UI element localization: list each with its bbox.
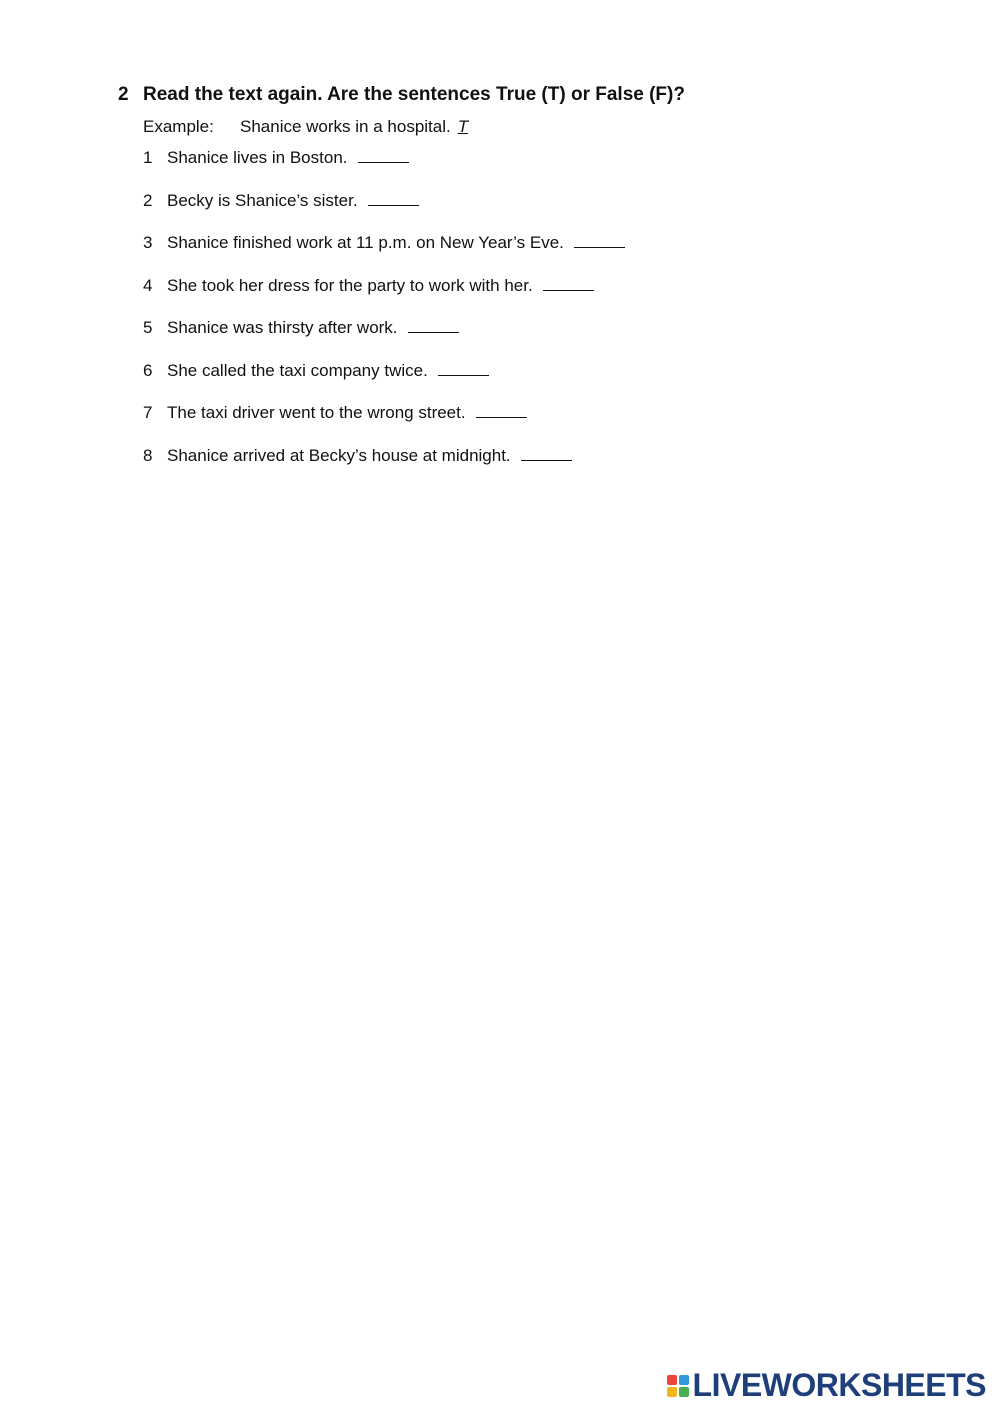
question-number: 1 [143, 148, 153, 167]
logo-tile-blue [679, 1375, 689, 1385]
question-text: The taxi driver went to the wrong street. [167, 403, 466, 422]
question-item [143, 232, 625, 275]
example-answer: T [457, 117, 469, 136]
question-text: Shanice was thirsty after work. [167, 318, 398, 337]
answer-blank[interactable] [476, 402, 527, 418]
exercise-heading: Read the text again. Are the sentences True (T) or False (F)? [143, 84, 685, 105]
answer-blank[interactable] [521, 445, 572, 461]
example-row [143, 117, 468, 137]
question-list [143, 147, 625, 487]
question-item [143, 275, 625, 318]
question-number: 4 [143, 275, 153, 295]
question-item [143, 317, 625, 360]
answer-blank[interactable] [408, 317, 459, 333]
logo-text: LIVEWORKSHEETS [692, 1367, 986, 1403]
exercise-number: 2 [118, 84, 129, 105]
logo-tile-yellow [667, 1387, 677, 1397]
question-number: 6 [143, 360, 153, 380]
question-item [143, 360, 625, 403]
answer-blank[interactable] [438, 360, 489, 376]
example-label: Example: [143, 117, 214, 136]
question-item [143, 190, 625, 233]
question-text: She took her dress for the party to work with her. [167, 275, 533, 295]
question-text: Shanice lives in Boston. [167, 148, 348, 167]
question-item [143, 402, 625, 445]
question-item [143, 147, 625, 190]
question-item [143, 445, 625, 488]
logo-mark-icon [667, 1375, 689, 1397]
question-text: Becky is Shanice’s sister. [167, 190, 358, 210]
example-sentence: Shanice works in a hospital. [240, 117, 451, 136]
question-number: 8 [143, 445, 153, 465]
answer-blank[interactable] [358, 147, 409, 163]
question-text: She called the taxi company twice. [167, 360, 428, 380]
logo-tile-red [667, 1375, 677, 1385]
question-text: Shanice arrived at Becky’s house at midnight. [167, 445, 511, 465]
answer-blank[interactable] [574, 232, 625, 248]
answer-blank[interactable] [368, 190, 419, 206]
question-number: 7 [143, 403, 153, 422]
liveworksheets-logo [667, 1367, 986, 1404]
question-text: Shanice finished work at 11 p.m. on New Year’s Eve. [167, 233, 564, 252]
answer-blank[interactable] [543, 275, 594, 291]
question-number: 5 [143, 318, 153, 337]
logo-tile-green [679, 1387, 689, 1397]
question-number: 2 [143, 190, 153, 210]
question-number: 3 [143, 233, 153, 252]
